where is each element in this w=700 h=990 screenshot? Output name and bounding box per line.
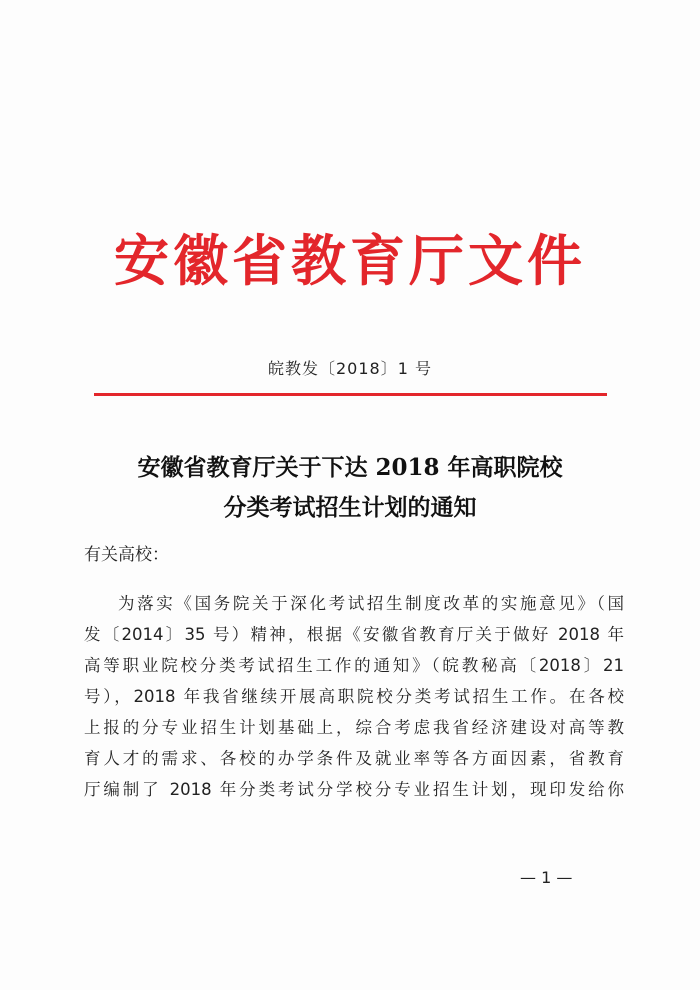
salutation: 有关高校： xyxy=(84,545,169,565)
document-number: 皖教发〔2018〕1 号 xyxy=(268,359,432,378)
body-line: 上报的分专业招生计划基础上，综合考虑我省经济建设对高等教 xyxy=(84,718,624,737)
title-line-2: 分类考试招生计划的通知 xyxy=(223,494,477,521)
body-line: 为落实《国务院关于深化考试招生制度改革的实施意见》（国 xyxy=(118,594,624,613)
issuer-masthead: 安徽省教育厅文件 xyxy=(113,228,586,293)
body-line: 发〔2014〕35 号）精神，根据《安徽省教育厅关于做好 2018 年 xyxy=(84,625,624,644)
body-line: 号），2018 年我省继续开展高职院校分类考试招生工作。在各校 xyxy=(84,687,624,706)
body-paragraph xyxy=(84,588,624,805)
title-line-1: 安徽省教育厅关于下达 2018 年高职院校 xyxy=(137,454,563,481)
body-line: 高等职业院校分类考试招生工作的通知》（皖教秘高〔2018〕21 xyxy=(84,656,624,675)
document-title xyxy=(0,448,700,528)
page-number: — 1 — xyxy=(520,868,573,887)
body-line: 育人才的需求、各校的办学条件及就业率等各方面因素，省教育 xyxy=(84,749,624,768)
body-line: 厅编制了 2018 年分类考试分学校分专业招生计划，现印发给你 xyxy=(84,780,624,799)
red-separator-line xyxy=(94,393,607,396)
